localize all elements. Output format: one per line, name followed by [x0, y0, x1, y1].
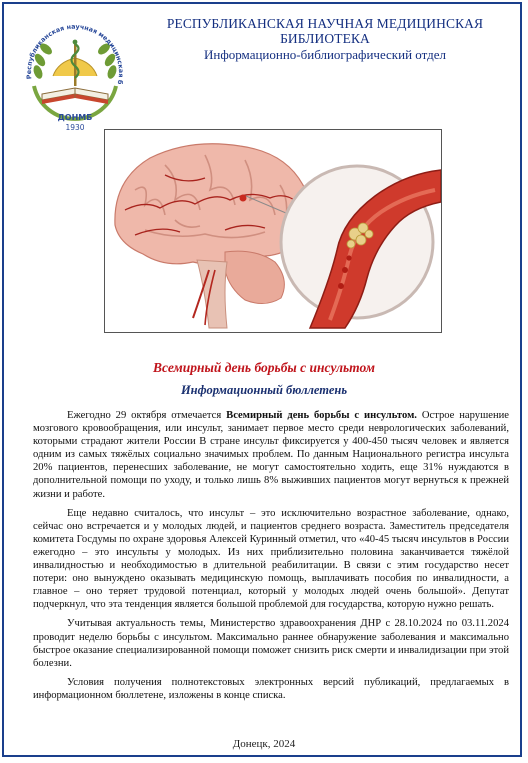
- logo-arc-text: Республиканская научная медицинская б: [24, 22, 126, 86]
- stroke-illustration: [104, 129, 442, 333]
- footer-place-year: Донецк, 2024: [232, 738, 296, 750]
- logo-year: 1930: [65, 123, 85, 132]
- paragraph-2: Еще недавно считалось, что инсульт – это исключительно возрастное заболевание, однако, сейчас оно встречается и у молодых людей, и пациентов среднего возраста. Заместитель председателя комитета Госдумы по охране здоровья Алексей Куринный отметил, что «40-45 тысяч инсультов в России ежегодно – это инсульты у молодых. Из них приблизительно половина заканчивается тяжёлой инвалидностью и необходимостью в длительной реабилитации. В связи с этим государство несет потери: оно вынуждено оказывать медицинскую помощь, выплачивать пособия по инвалидности, а главное – оно теряет трудовой потенциал, который у молодых людей очень большой». Депутат подчеркнул, что эта тенденция является большой проблемой для государства, которую нужно решать.: [33, 507, 509, 611]
- paragraph-1-rest: Острое нарушение мозгового кровообращения, или инсульт, занимает первое место среди неврологических заболеваний, которыми страдают жители России В стране инсульт фиксируется у 400-450 тысяч человек и является одним из самых тяжёлых социально значимых проблем. По данным Национального регистра инсульта 20% пациентов, перенесших заболевание, не могут самостоятельно ходить, еще 31% нуждаются в дополнительной помощи по уходу, и только лишь 8% выживших пациентов могут вернуться к прежней жизни и работе.: [33, 410, 509, 500]
- library-logo: [16, 12, 134, 138]
- department-name: Информационно-библиографический отдел: [203, 47, 447, 62]
- paragraph-1: [33, 409, 509, 501]
- logo-abbr: ДОНМБ: [57, 113, 93, 122]
- org-name-line1: РЕСПУБЛИКАНСКАЯ НАУЧНАЯ МЕДИЦИНСКАЯ: [166, 16, 484, 31]
- bulletin-body: [33, 409, 509, 708]
- brain-artery-clot-icon: [105, 130, 441, 332]
- paragraph-3: Учитывая актуальность темы, Министерство здравоохранения ДНР с 28.10.2024 по 03.11.2024 проводит неделю борьбы с инсультом. Максимально раннее обнаружение заболевания и максимально быстрое оказание специализированной помощи поможет снизить риск смерти и инвалидизации при этой болезни.: [33, 618, 509, 669]
- paragraph-1-highlight: Всемирный день борьбы с инсультом.: [226, 410, 417, 421]
- library-header: [140, 16, 510, 63]
- document-subtitle: Информационный бюллетень: [180, 383, 348, 397]
- document-title: Всемирный день борьбы с инсультом: [153, 360, 375, 375]
- caduceus-book-wreath-icon: [16, 12, 134, 138]
- paragraph-4: Условия получения полнотекстовых электронных версий публикаций, предлагаемых в информационном бюллетене, изложены в конце списка.: [33, 676, 509, 701]
- org-name-line2: БИБЛИОТЕКА: [280, 31, 370, 46]
- paragraph-1-intro: Ежегодно 29 октября отмечается: [67, 410, 227, 421]
